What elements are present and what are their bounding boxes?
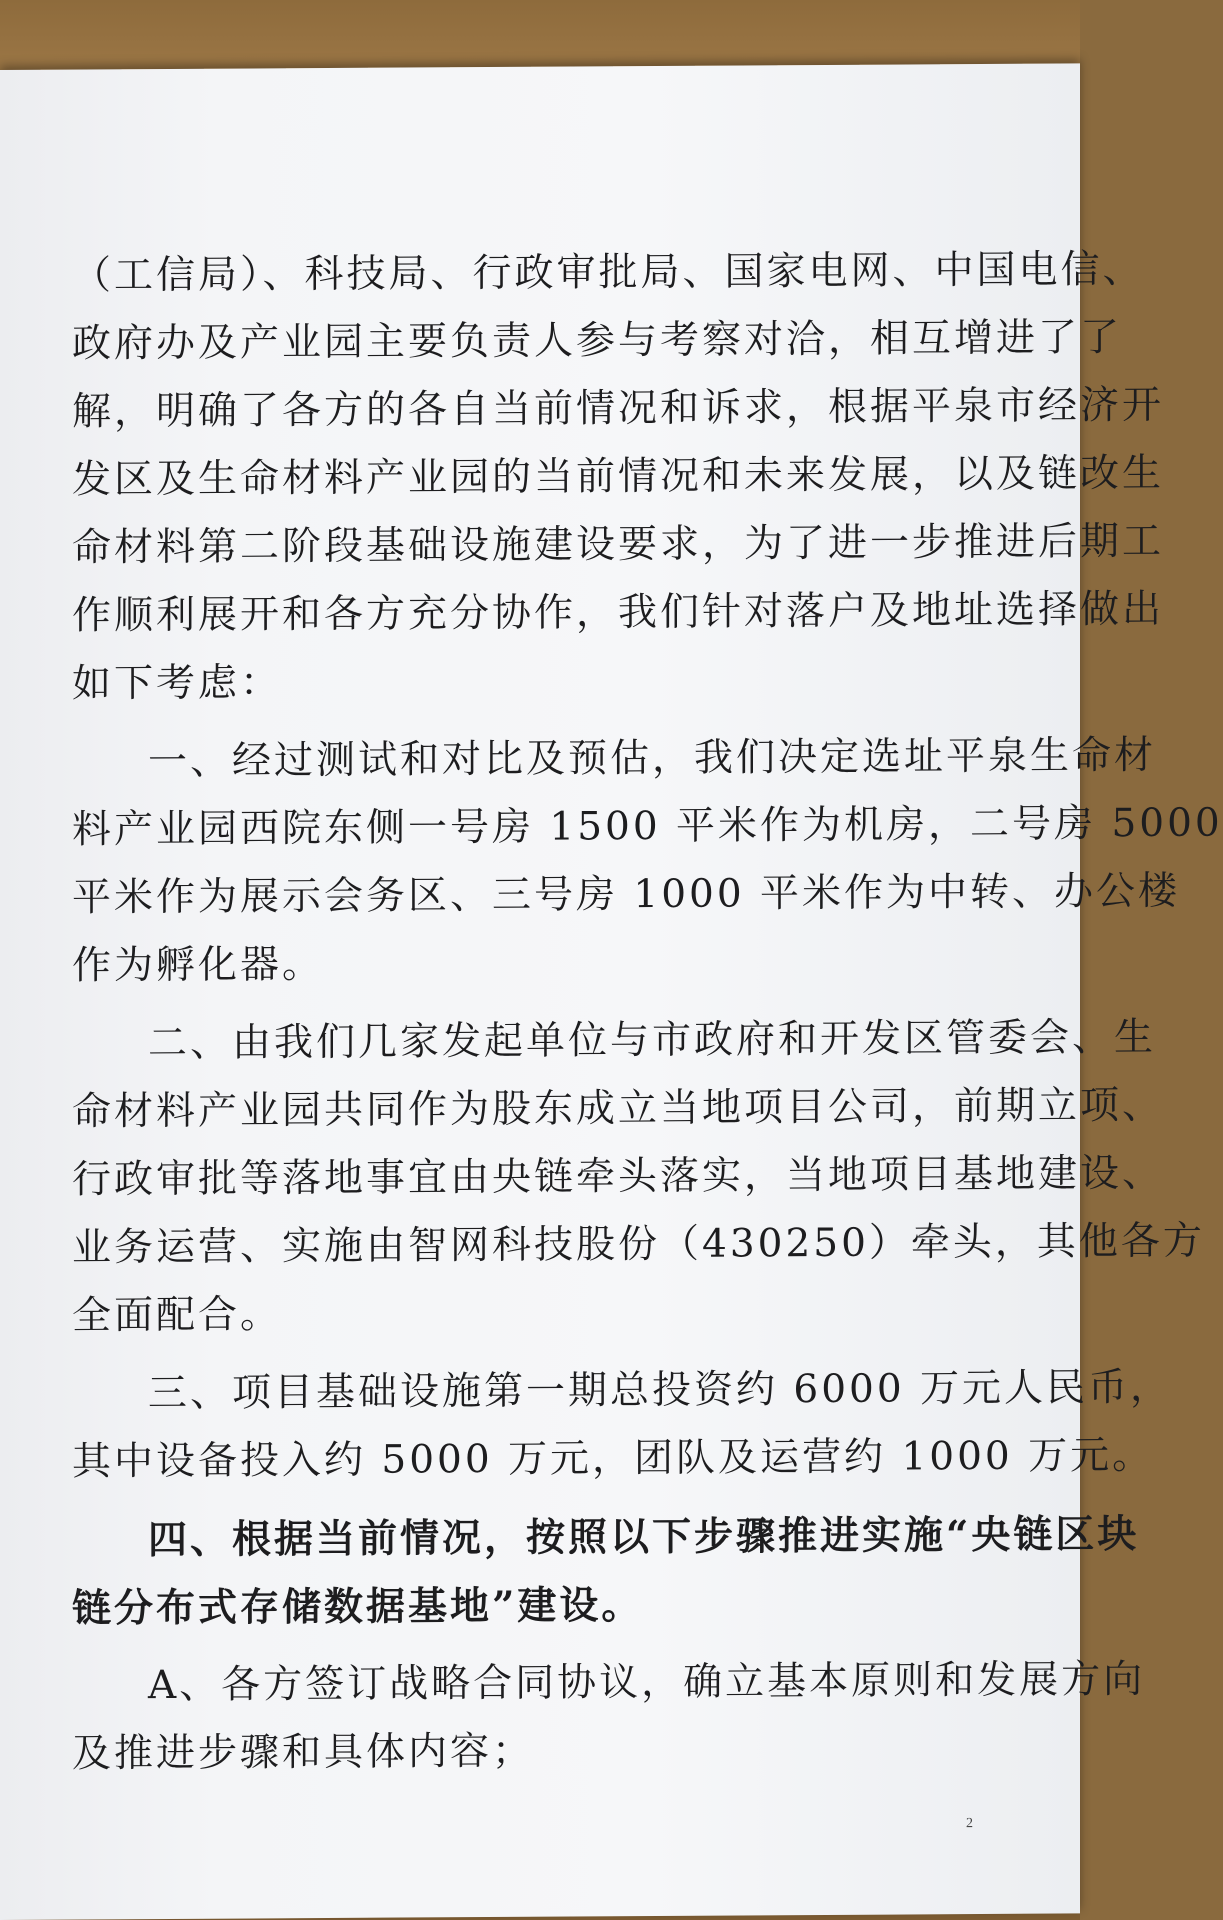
paragraph-three-line: 其中设备投入约 5000 万元，团队及运营约 1000 万元。 xyxy=(72,1432,1155,1485)
text-line: 命材料第二阶段基础设施建设要求，为了进一步推进后期工 xyxy=(72,518,1165,571)
paragraph-two-line: 命材料产业园共同作为股东成立当地项目公司，前期立项、 xyxy=(72,1082,1165,1135)
paragraph-two-line: 二、由我们几家发起单位与市政府和开发区管委会、生 xyxy=(148,1014,1157,1067)
document-page xyxy=(0,63,1223,1920)
paragraph-two-line: 行政审批等落地事宜由央链牵头落实，当地项目基地建设、 xyxy=(72,1150,1165,1203)
paragraph-one-line: 一、经过测试和对比及预估，我们决定选址平泉生命材 xyxy=(148,732,1157,785)
text-line: 如下考虑： xyxy=(72,660,283,707)
text-line: 解，明确了各方的各自当前情况和诉求，根据平泉市经济开 xyxy=(72,382,1165,435)
paragraph-four-line: 链分布式存储数据基地”建设。 xyxy=(72,1582,644,1632)
paragraph-a-line: 及推进步骤和具体内容； xyxy=(72,1728,535,1777)
page-number: 2 xyxy=(966,1816,973,1832)
paragraph-four-line: 四、根据当前情况，按照以下步骤推进实施“央链区块 xyxy=(148,1511,1140,1564)
paragraph-one-line: 料产业园西院东侧一号房 1500 平米作为机房，二号房 5000 xyxy=(72,800,1223,853)
paragraph-three-line: 三、项目基础设施第一期总投资约 6000 万元人民币， xyxy=(148,1364,1173,1417)
paragraph-two-line: 业务运营、实施由智网科技股份（430250）牵头，其他各方 xyxy=(72,1218,1205,1271)
text-line: 作顺利展开和各方充分协作，我们针对落户及地址选择做出 xyxy=(72,586,1165,639)
paragraph-one-line: 作为孵化器。 xyxy=(72,942,325,989)
paragraph-a-line: A、各方签订战略合同协议，确立基本原则和发展方向 xyxy=(148,1657,1146,1709)
text-line: （工信局）、科技局、行政审批局、国家电网、中国电信、 xyxy=(72,247,1145,299)
paragraph-one-line: 平米作为展示会务区、三号房 1000 平米作为中转、办公楼 xyxy=(72,868,1181,921)
text-line: 发区及生命材料产业园的当前情况和未来发展，以及链改生 xyxy=(72,450,1165,503)
paragraph-two-line: 全面配合。 xyxy=(72,1292,283,1339)
text-line: 政府办及产业园主要负责人参与考察对洽，相互增进了了 xyxy=(72,315,1123,367)
